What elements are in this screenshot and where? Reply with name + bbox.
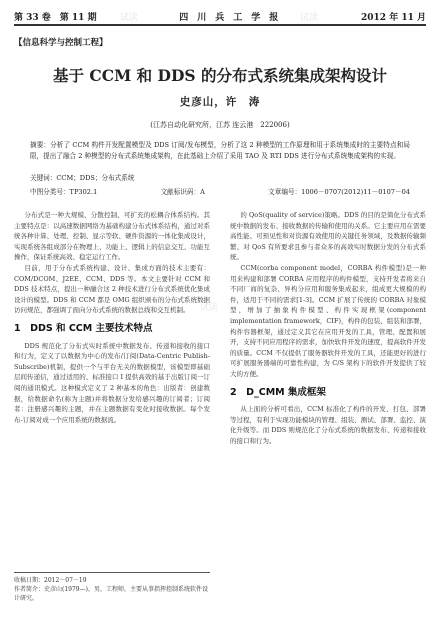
watermark: 试读 [120, 13, 139, 23]
paragraph: 的 QoS(quality of service)策略。DDS 的目的是简化分布式系统中数据的发布、接收数据的传输和使用的关系。它主要应用在需要高性能、可预见性和对资源有效使用的关键任务领域，及数据传输频繁、对 QoS 有所要求且参与者众多的高效实时数据分发的分布式系统。 [230, 211, 426, 262]
right-column [230, 210, 426, 446]
paragraph: DDS 规范化了分布式实时系统中数据发布、传递和接收的接口和行为，定义了以数据为中心的发布/订阅(Data-Centric Publish-Subscribe)机制，提供一个与平台无关的数据模型，该模型即基础层间传递信，通过适用的、标准接口 I 提供高效的基于出版订阅一订阅的通讯模式。这种模式定义了 2 种基本的角色：出版者：创建数据，给数据命名(称为主题)并将数据分发给感兴趣的订阅者；订阅者：注册感兴趣的主题，并在主题数据有变化时接收数据。每个发布-订阅对成一个应用系统的数据流。 [14, 341, 210, 424]
clc-number: 中图分类号：TP302.1 [30, 188, 98, 196]
publish-date: 2012 年 11 月 [361, 12, 426, 23]
paragraph: 从上面的分析可看出，CCM 标准化了构件的开发、打包、部署等过程，有利于实现功能模块的管理、组装、测试、部署、监控、演化升级等。而 DDS 则规范化了分布式系统的数据发布、传递和接收的接口和行为。 [230, 405, 426, 445]
paper-title: 基于 CCM 和 DDS 的分布式系统集成架构设计 [53, 66, 387, 85]
received-date: 收稿日期：2012－07－19 [14, 577, 87, 584]
section-heading-1: 1 DDS 和 CCM 主要技术特点 [14, 322, 153, 334]
journal-name: 四 川 兵 工 学 报 [179, 12, 279, 23]
document-code: 文献标识码：A [160, 188, 205, 196]
affiliation: (江苏自动化研究所，江苏 连云港 222006) [150, 121, 290, 129]
abstract: 摘要：分析了 CCM 构件开发配置模型及 DDS 订阅/发布模型，分析了这 2 种模型的工作原理和用于系统集成时的主要特点和局限，提出了融合 2 种模型的分布式系统集成架构，在此基础上介绍了采用 TAO 及 RTI DDS 进行分布式系统集成架构的实现。 [30, 141, 410, 160]
article-meta [30, 186, 410, 196]
section-tag: 【信息科学与控制工程】 [14, 38, 108, 48]
running-header [14, 8, 426, 26]
paragraph: CCM(corba component model，CORBA 构件模型)是一种用来构建和部署 CORBA 应用程序的构件模型，支持开发者将来自不同厂商的复杂、异构分应用和服务集成起来，组成更大规模的构件，适用于不同的需求[1-3]。CCM 扩展了传统的 CORBA 对象模型，增加了抽象构件模型、构件实现框架(component implementation framework，CIF)，构件的包装、组装和部署，构件容器框架，通过定义其它在应用开发的工具，管理、配置和展开，支持不同应用程序的需求，加快软件开发的速度，提高软件开发的质量。CCM 不仅提供了服务器软件开发的工具，还能更好的进行可扩展服务器端的可靠性构建，为 C/S 架构下的软件开发提供了较大的方便。 [230, 263, 426, 378]
article-number: 文章编号：1006－0707(2012)11－0107－04 [268, 188, 410, 196]
left-column [14, 210, 210, 425]
author-bio: 作者简介：史彦山(1979—)，男，工程师，主要从事指挥控制系统软件设计研究。 [14, 586, 208, 602]
watermark: 试读 [200, 303, 219, 313]
keywords: 关键词：CCM；DDS；分布式系统 [30, 174, 135, 182]
section-heading-2: 2 D_CMM 集成框架 [230, 386, 326, 398]
paragraph: 目前，用于分布式系统构建、设计、集成方面的技术主要有：COM/DCOM、J2EE、CCM、DDS 等。本文主要针对 CCM 和 DDS 技术特点，提出一种融合这 2 种技术进行分布式系统优化集成设计的模型。DDS 和 CCM 都是 OMG 组织颁布的分布式系统数据访问规范，都强调了面向分布式系统的数据总线和交互机制。 [14, 263, 210, 315]
watermark: 试读 [300, 13, 319, 23]
authors: 史彦山，许 涛 [179, 96, 261, 108]
footnote [14, 572, 210, 603]
paragraph: 分布式是一种大规模、分散控制、可扩充的松耦合体系结构。其主要特点是：以高速数据网络为基础构建分布式体系结构，通过对系统各种计算、处理、控制、显示等软、硬件资源的一体化集成设计，实现系统各组成部分在物理上、功能上、逻辑上的信息交互、功能互操作，保证系统高效、稳定运行工作。 [14, 211, 210, 262]
volume-issue: 第 33 卷 第 11 期 [14, 12, 97, 23]
